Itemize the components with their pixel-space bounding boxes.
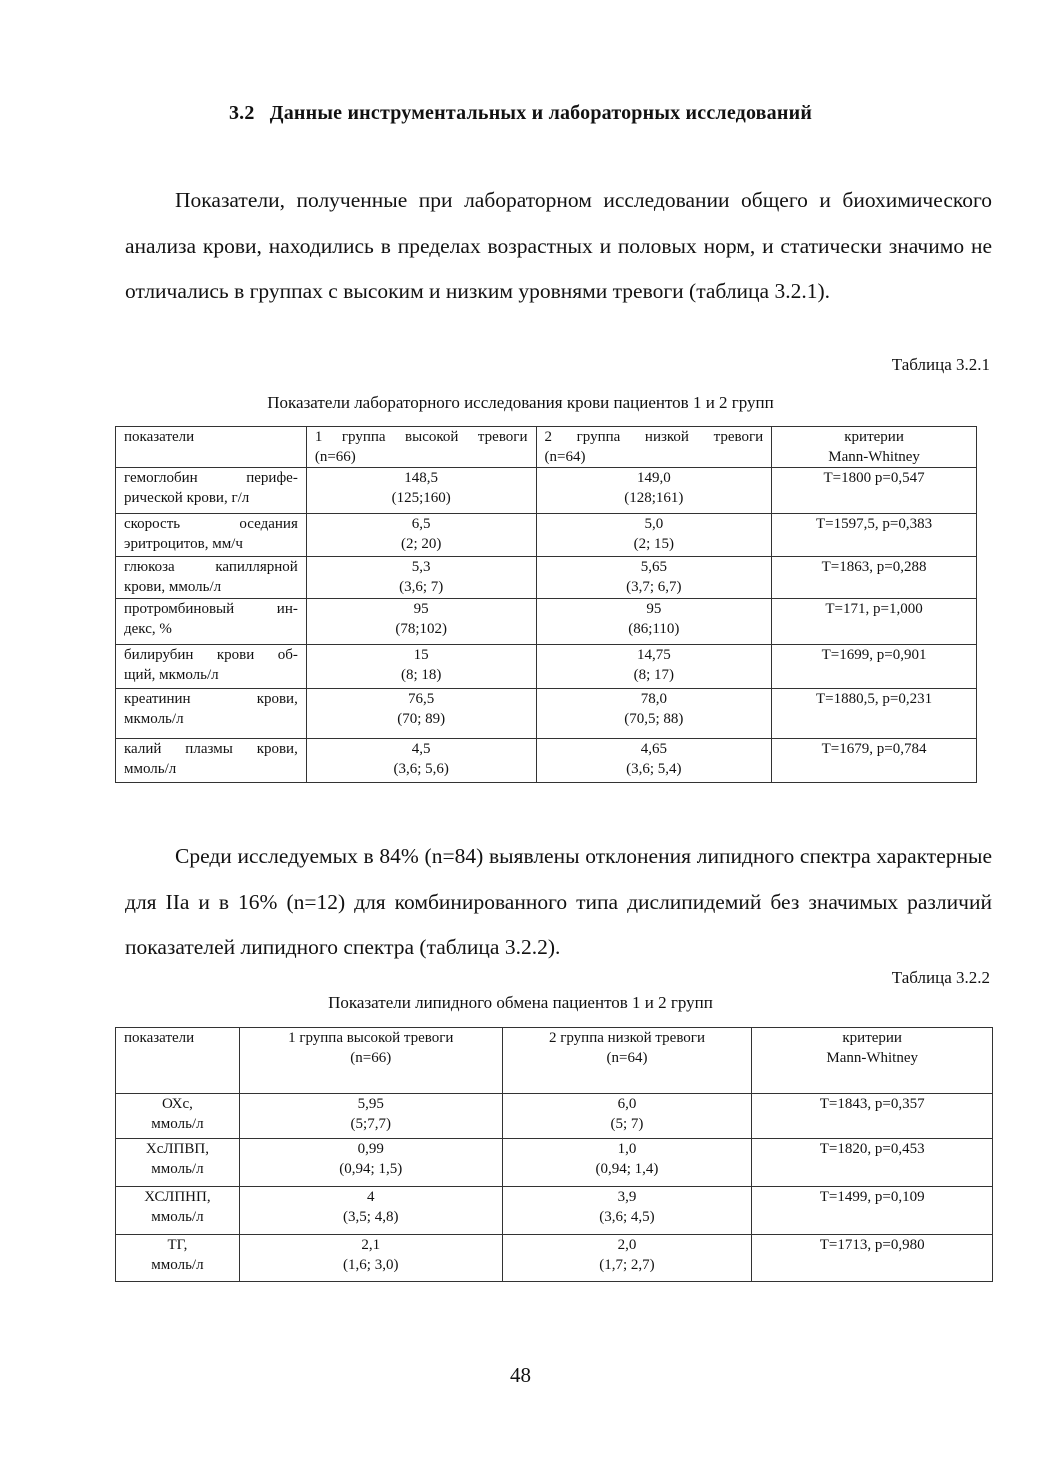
group-2-value: 78,0 (70,5; 88) — [536, 689, 772, 739]
table-header-row — [116, 427, 977, 468]
row-indicator: ХсЛПВП, ммоль/л — [116, 1139, 240, 1187]
table-row — [116, 514, 977, 557]
criteria-value: T=1713, p=0,980 — [752, 1235, 993, 1282]
group-2-value: 95 (86;110) — [536, 599, 772, 645]
criteria-value: T=1699, p=0,901 — [772, 645, 977, 689]
table-header-row — [116, 1028, 993, 1094]
table-row — [116, 689, 977, 739]
section-heading — [0, 102, 1041, 125]
row-indicator: протромбиновый ин- декс, % — [116, 599, 307, 645]
group-2-value: 3,9 (3,6; 4,5) — [502, 1187, 752, 1235]
group-1-value: 0,99 (0,94; 1,5) — [239, 1139, 502, 1187]
row-indicator: ТГ, ммоль/л — [116, 1235, 240, 1282]
section-title: Данные инструментальных и лабораторных исследований — [269, 102, 813, 124]
table-lipids — [115, 1027, 993, 1282]
table-2-number: Таблица 3.2.2 — [891, 968, 990, 987]
group-1-value: 15 (8; 18) — [306, 645, 536, 689]
table-1-number: Таблица 3.2.1 — [891, 355, 990, 374]
page-number: 48 — [510, 1363, 531, 1387]
table-row — [116, 739, 977, 783]
row-indicator: гемоглобин перифе- рической крови, г/л — [116, 468, 307, 514]
header-indicators: показатели — [116, 1028, 240, 1094]
group-1-value: 5,95 (5;7,7) — [239, 1094, 502, 1139]
criteria-value: T=1820, p=0,453 — [752, 1139, 993, 1187]
criteria-value: T=171, p=1,000 — [772, 599, 977, 645]
group-1-value: 6,5 (2; 20) — [306, 514, 536, 557]
group-2-value: 149,0 (128;161) — [536, 468, 772, 514]
criteria-value: T=1597,5, p=0,383 — [772, 514, 977, 557]
header-group-1: 1 группа высокой тревоги (n=66) — [239, 1028, 502, 1094]
table-row — [116, 557, 977, 599]
criteria-value: T=1880,5, p=0,231 — [772, 689, 977, 739]
group-1-value: 5,3 (3,6; 7) — [306, 557, 536, 599]
header-criteria: критерии Mann-Whitney — [772, 427, 977, 468]
table-blood-tests — [115, 426, 977, 783]
section-number: 3.2 — [228, 102, 255, 124]
table-row — [116, 1187, 993, 1235]
table-row — [116, 645, 977, 689]
row-indicator: скорость оседания эритроцитов, мм/ч — [116, 514, 307, 557]
table-row — [116, 1235, 993, 1282]
table-2-caption: Показатели липидного обмена пациентов 1 и 2 групп — [328, 993, 713, 1012]
row-indicator: калий плазмы крови, ммоль/л — [116, 739, 307, 783]
criteria-value: T=1863, p=0,288 — [772, 557, 977, 599]
group-2-value: 4,65 (3,6; 5,4) — [536, 739, 772, 783]
table-row — [116, 1139, 993, 1187]
header-criteria: критерии Mann-Whitney — [752, 1028, 993, 1094]
paragraph-1: Показатели, полученные при лабораторном исследовании общего и биохимического анализа крови, находились в пределах возрастных и половых норм, и статически значимо не отличались в группах с высоким и низким уровнями тревоги (таблица 3.2.1). — [125, 188, 992, 303]
header-group-2: 2 группа низкой тревоги (n=64) — [502, 1028, 752, 1094]
group-1-value: 4 (3,5; 4,8) — [239, 1187, 502, 1235]
group-1-value: 76,5 (70; 89) — [306, 689, 536, 739]
group-2-value: 1,0 (0,94; 1,4) — [502, 1139, 752, 1187]
table-row — [116, 468, 977, 514]
row-indicator: креатинин крови, мкмоль/л — [116, 689, 307, 739]
group-2-value: 6,0 (5; 7) — [502, 1094, 752, 1139]
table-row — [116, 1094, 993, 1139]
row-indicator: глюкоза капиллярной крови, ммоль/л — [116, 557, 307, 599]
group-1-value: 95 (78;102) — [306, 599, 536, 645]
row-indicator: билирубин крови об- щий, мкмоль/л — [116, 645, 307, 689]
group-1-value: 148,5 (125;160) — [306, 468, 536, 514]
row-indicator: ХСЛПНП, ммоль/л — [116, 1187, 240, 1235]
table-1-caption: Показатели лабораторного исследования крови пациентов 1 и 2 групп — [267, 393, 774, 412]
group-1-value: 2,1 (1,6; 3,0) — [239, 1235, 502, 1282]
criteria-value: T=1843, p=0,357 — [752, 1094, 993, 1139]
group-2-value: 5,65 (3,7; 6,7) — [536, 557, 772, 599]
paragraph-2: Среди исследуемых в 84% (n=84) выявлены отклонения липидного спектра характерные для IIa и в 16% (n=12) для комбинированного типа дислипидемий без значимых различий показателей липидного спектра (таблица 3.2.2). — [125, 844, 992, 959]
header-group-2: 2 группа низкой тревоги (n=64) — [536, 427, 772, 468]
group-1-value: 4,5 (3,6; 5,6) — [306, 739, 536, 783]
group-2-value: 14,75 (8; 17) — [536, 645, 772, 689]
group-2-value: 5,0 (2; 15) — [536, 514, 772, 557]
group-2-value: 2,0 (1,7; 2,7) — [502, 1235, 752, 1282]
table-row — [116, 599, 977, 645]
criteria-value: T=1499, p=0,109 — [752, 1187, 993, 1235]
criteria-value: T=1800 p=0,547 — [772, 468, 977, 514]
header-group-1: 1 группа высокой тревоги (n=66) — [306, 427, 536, 468]
criteria-value: T=1679, p=0,784 — [772, 739, 977, 783]
header-indicators: показатели — [116, 427, 307, 468]
row-indicator: ОХс, ммоль/л — [116, 1094, 240, 1139]
